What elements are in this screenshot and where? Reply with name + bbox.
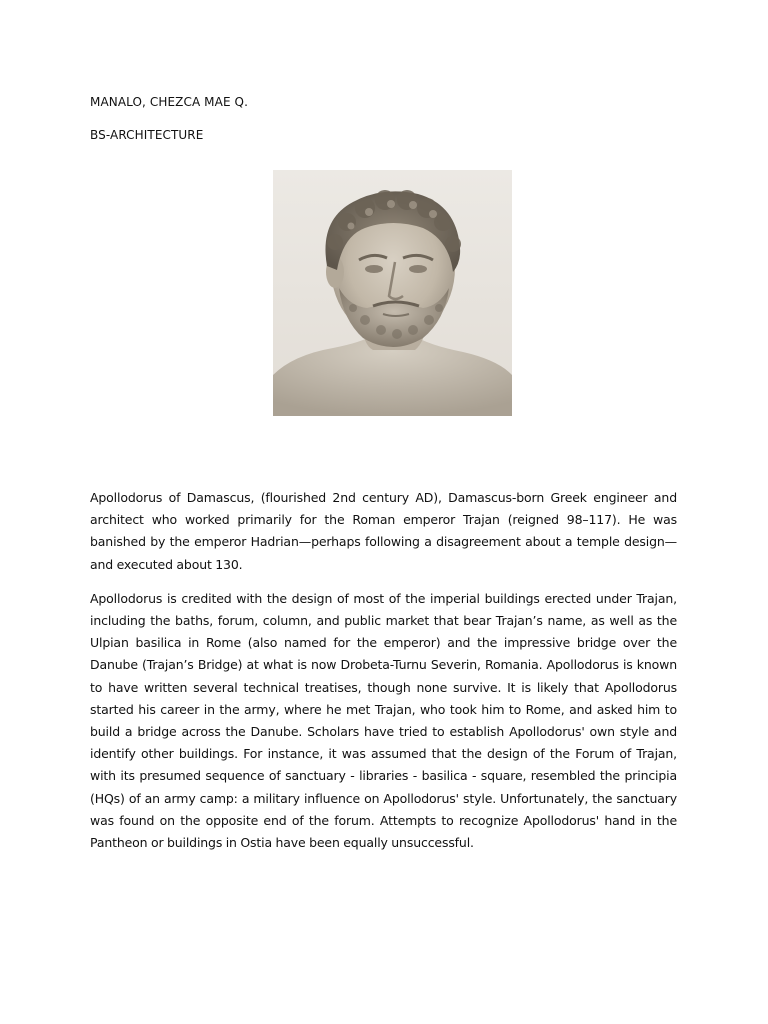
author-name: MANALO, CHEZCA MAE Q. [90,95,249,109]
body-text [90,487,677,866]
course-label: BS-ARCHITECTURE [90,128,204,142]
bust-portrait-image [273,170,512,416]
bust-portrait-icon [273,170,512,416]
paragraph-intro: Apollodorus of Damascus, (flourished 2nd century AD), Damascus-born Greek engineer and architect who worked primarily for the Roman emperor Trajan (reigned 98–117). He was banished by the emperor Hadrian—perhaps following a disagreement about a temple design—and executed about 130. [90,490,677,572]
paragraph-works: Apollodorus is credited with the design of most of the imperial buildings erected under Trajan, including the baths, forum, column, and public market that bear Trajan’s name, as well as the Ulpian basilica in Rome (also named for the emperor) and the impressive bridge over the Danube (Trajan’s Bridge) at what is now Drobeta-Turnu Severin, Romania. Apollodorus is known to have written several technical treatises, though none survive. It is likely that Apollodorus started his career in the army, where he met Trajan, who took him to Rome, and asked him to build a bridge across the Danube. Scholars have tried to establish Apollodorus' own style and identify other buildings. For instance, it was assumed that the design of the Forum of Trajan, with its presumed sequence of sanctuary - libraries - basilica - square, resembled the principia (HQs) of an army camp: a military influence on Apollodorus' style. Unfortunately, the sanctuary was found on the opposite end of the forum. Attempts to recognize Apollodorus' hand in the Pantheon or buildings in Ostia have been equally unsuccessful. [90,590,677,851]
